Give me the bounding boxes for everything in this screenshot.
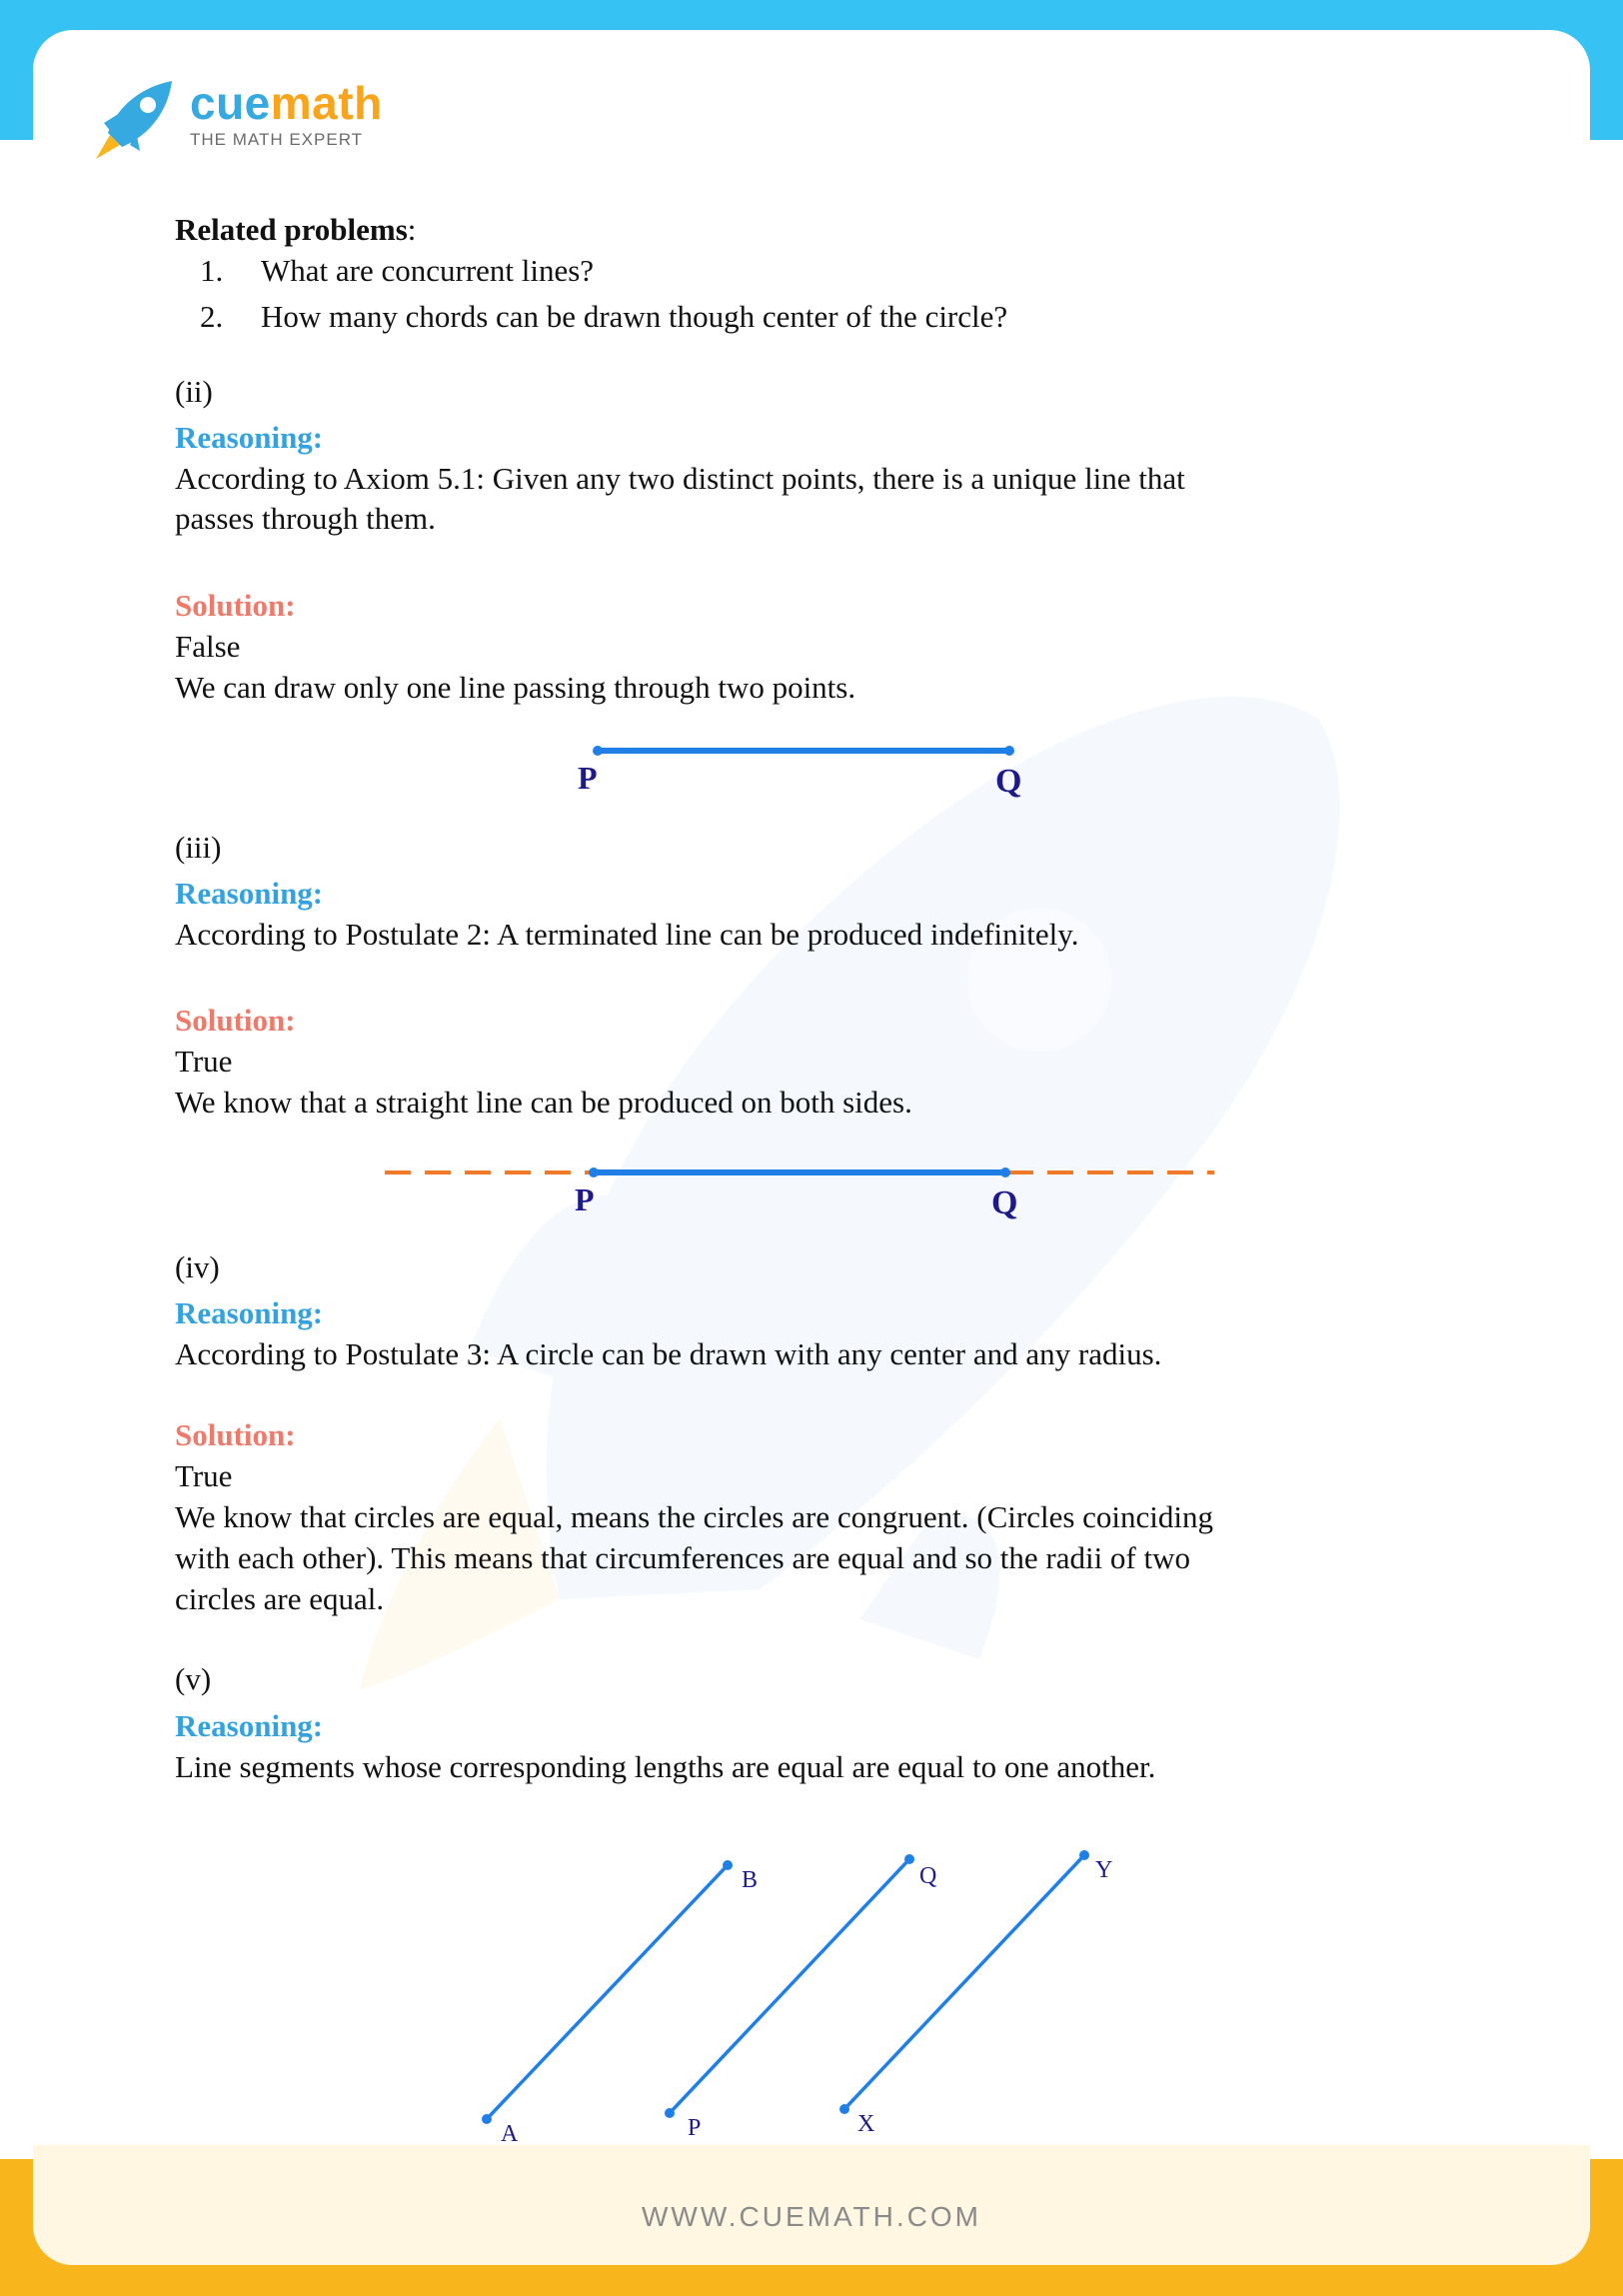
label-a: A — [501, 2121, 519, 2147]
part-v-reasoning-title: Reasoning: — [175, 1708, 324, 1743]
label-b: B — [742, 1867, 759, 1893]
part-ii-answer: False — [175, 629, 241, 664]
part-iii-explanation-line-1: We know that a straight line can be produced on both sides. — [175, 1085, 912, 1120]
part-iv-reasoning-line-1: According to Postulate 3: A circle can be drawn with any center and any radius. — [175, 1336, 1162, 1371]
related-item-2-text: How many chords can be drawn though center of the circle? — [261, 299, 1008, 334]
label-q: Q — [991, 1184, 1018, 1221]
part-ii-label: (ii) — [175, 374, 213, 409]
part-iii-answer: True — [175, 1044, 233, 1079]
point-p-dot — [665, 2108, 675, 2118]
part-iv-explanation-line-1: We know that circles are equal, means the circles are congruent. (Circles coinciding — [175, 1499, 1214, 1534]
brand-tagline: THE MATH EXPERT — [190, 130, 364, 149]
point-b-dot — [723, 1860, 733, 1870]
related-item-2-number: 2. — [200, 299, 224, 334]
part-v-reasoning-line-1: Line segments whose corresponding lengths are equal are equal to one another. — [175, 1749, 1156, 1784]
part-iii-solution-title: Solution: — [175, 1003, 296, 1038]
label-q: Q — [995, 763, 1022, 800]
segment-xy — [844, 1855, 1084, 2109]
part-ii-reasoning-line-2: passes through them. — [175, 501, 436, 536]
part-ii-reasoning-title: Reasoning: — [175, 420, 324, 455]
point-a-dot — [482, 2114, 492, 2124]
segment-pq — [670, 1859, 909, 2113]
label-p: P — [575, 1181, 595, 1217]
part-iv-answer: True — [175, 1458, 233, 1493]
part-iv-reasoning-title: Reasoning: — [175, 1295, 324, 1330]
related-item-1-text: What are concurrent lines? — [261, 253, 595, 288]
label-p: P — [578, 760, 598, 796]
part-iii-reasoning-title: Reasoning: — [175, 876, 324, 911]
part-v-label: (v) — [175, 1661, 212, 1696]
label-y: Y — [1095, 1857, 1113, 1883]
label-q: Q — [919, 1863, 937, 1889]
related-heading-colon: : — [407, 212, 417, 247]
footer-website: WWW.CUEMATH.COM — [642, 2201, 981, 2232]
brand-name-math: math — [270, 77, 383, 129]
part-iv-solution-title: Solution: — [175, 1417, 296, 1452]
part-iv-explanation-line-2: with each other). This means that circumferences are equal and so the radii of two — [175, 1540, 1191, 1575]
point-q-dot — [904, 1854, 914, 1864]
part-ii-reasoning-line-1: According to Axiom 5.1: Given any two distinct points, there is a unique line that — [175, 461, 1185, 496]
related-item-1-number: 1. — [200, 253, 224, 288]
part-ii-explanation-line-1: We can draw only one line passing through two points. — [175, 670, 856, 705]
part-iv-label: (iv) — [175, 1249, 220, 1284]
part-iii-reasoning-line-1: According to Postulate 2: A terminated line can be produced indefinitely. — [175, 917, 1079, 952]
related-heading-text: Related problems — [175, 212, 408, 247]
label-x: X — [857, 2111, 875, 2137]
part-iv-explanation-line-3: circles are equal. — [175, 1581, 385, 1616]
part-ii-solution-title: Solution: — [175, 588, 296, 623]
point-y-dot — [1079, 1850, 1089, 1860]
part-iii-label: (iii) — [175, 830, 222, 865]
segment-ab — [487, 1865, 728, 2119]
point-x-dot — [839, 2104, 849, 2114]
brand-name-cue: cue — [190, 77, 271, 129]
label-p: P — [688, 2115, 702, 2141]
